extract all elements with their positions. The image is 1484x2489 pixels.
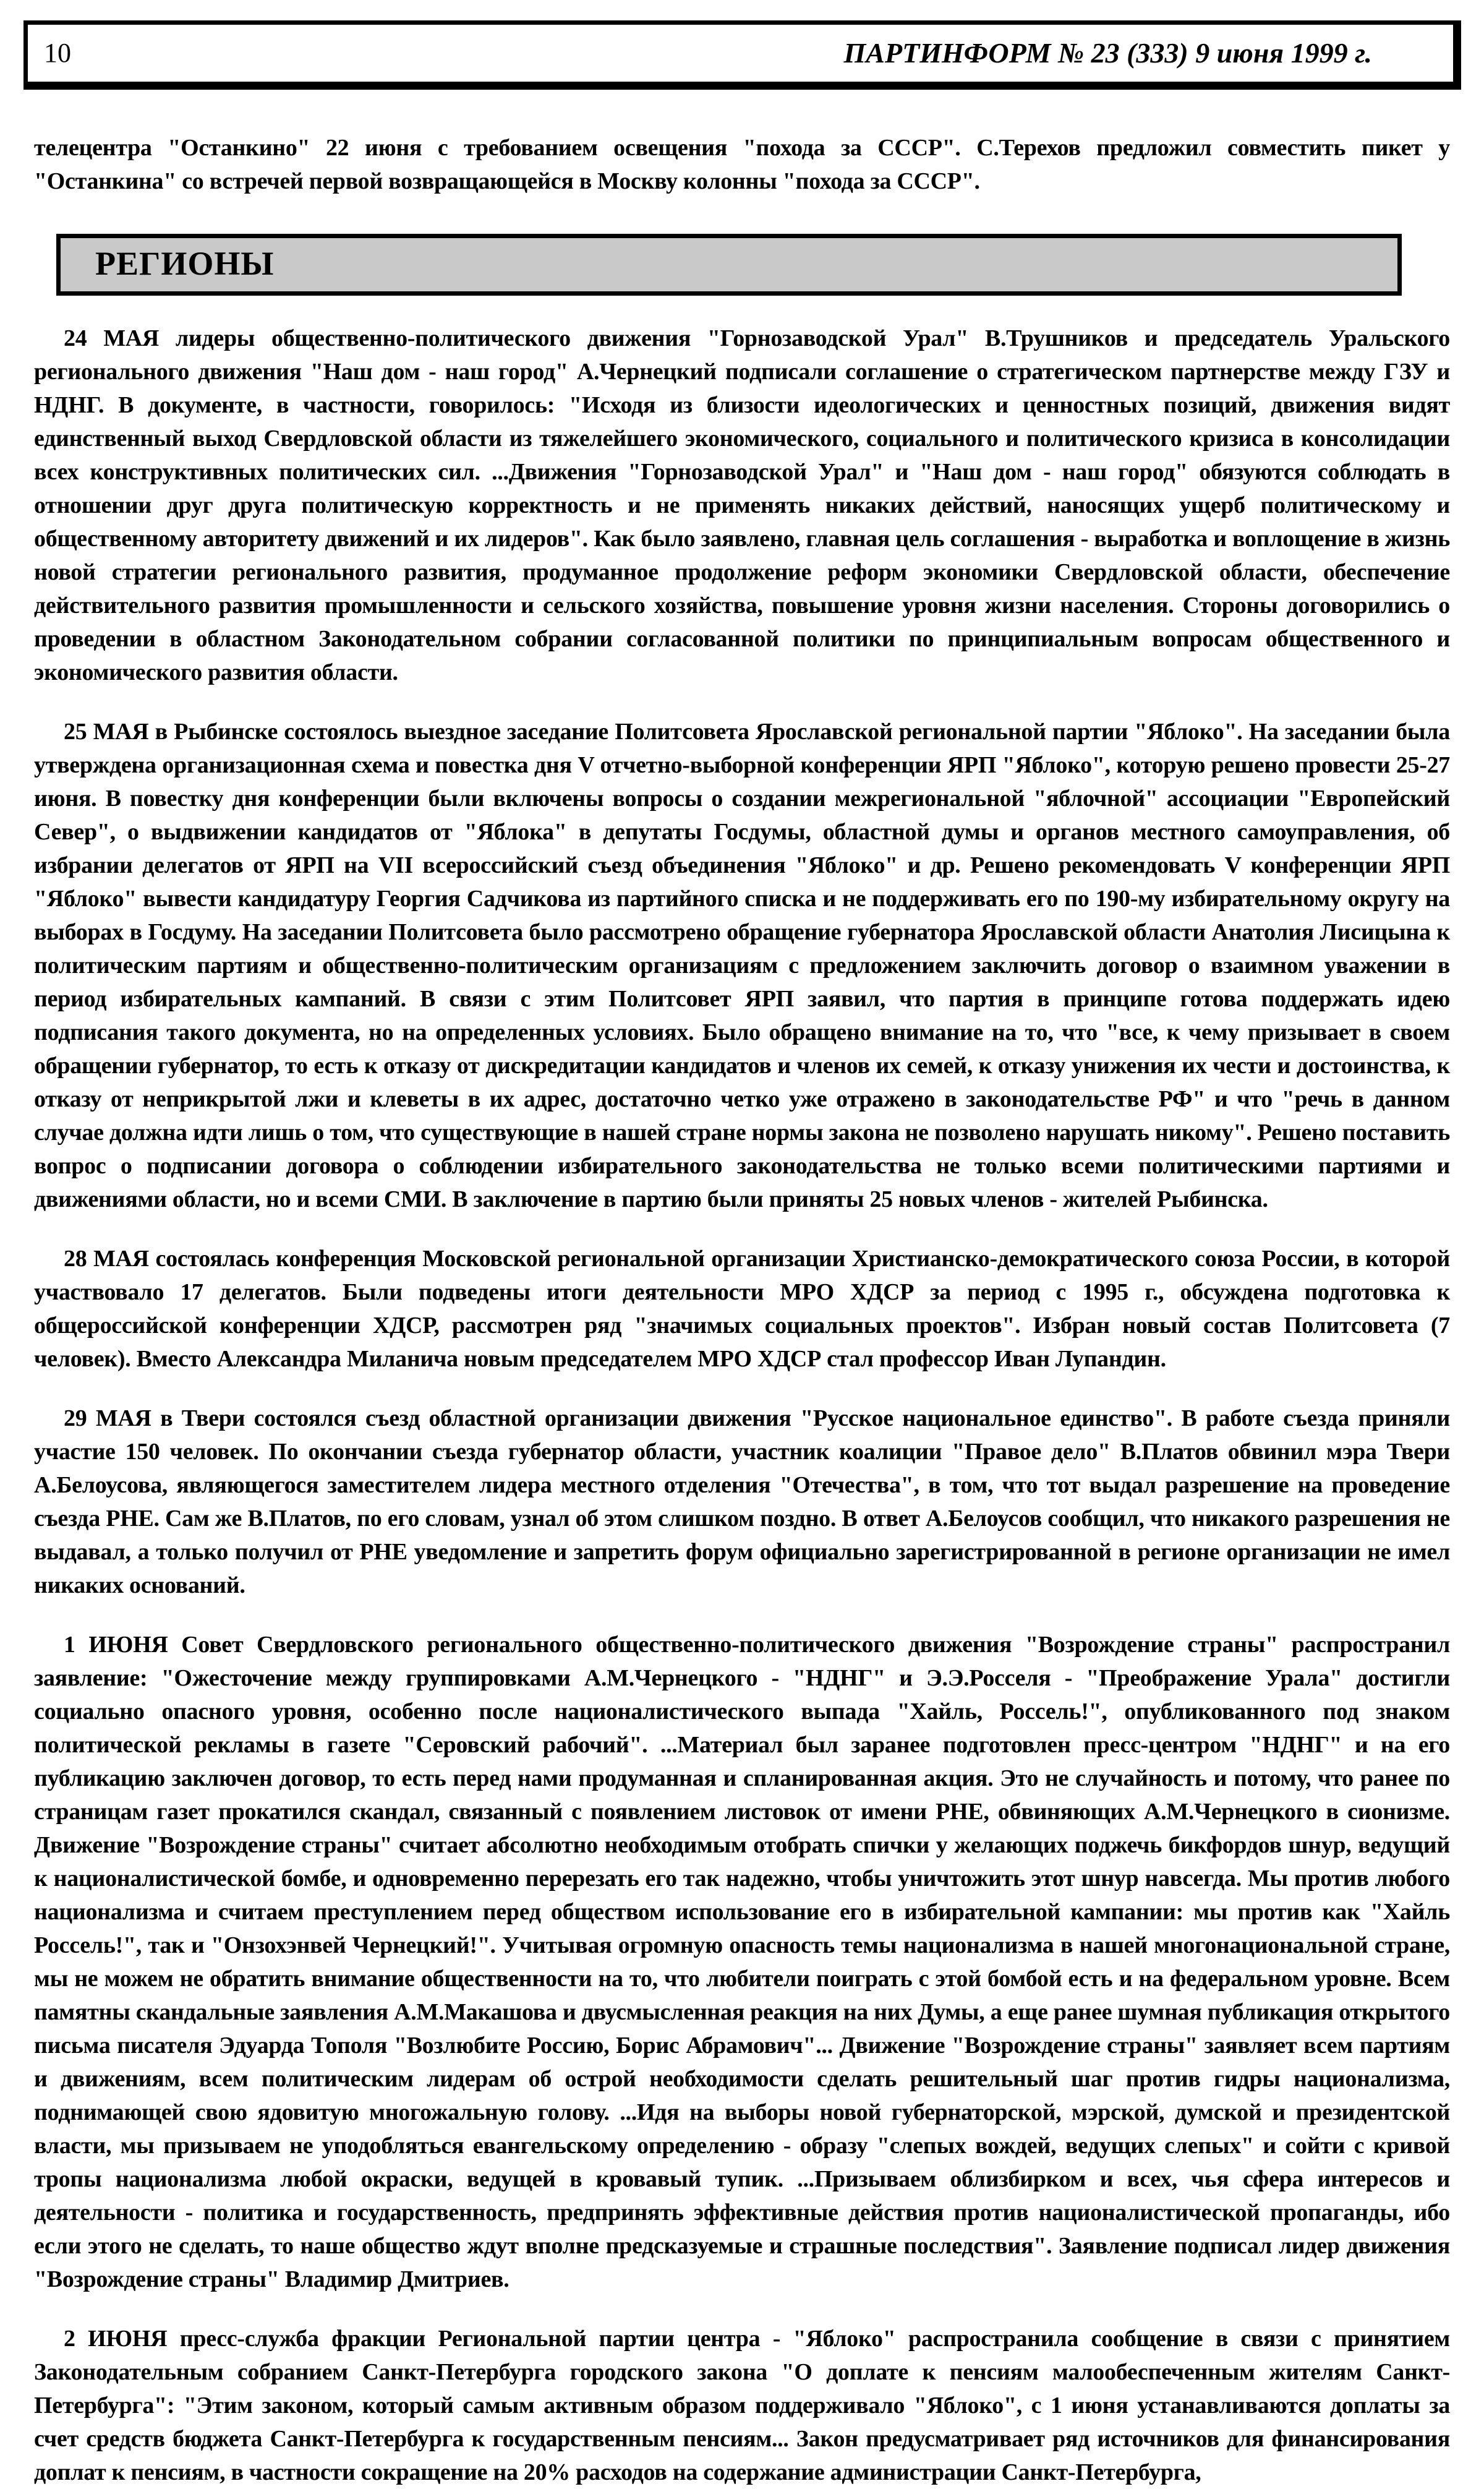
continued-paragraph: телецентра "Останкино" 22 июня с требованием освещения "похода за СССР". С.Терехов предложил совместить пикет у "Останкина" со встречей первой возвращающейся в Москву колонны "похода за СССР". xyxy=(34,135,1450,194)
section-title: РЕГИОНЫ xyxy=(95,245,275,282)
page-header xyxy=(23,20,1461,90)
article-date: 28 МАЯ xyxy=(64,1246,149,1272)
article-date: 2 ИЮНЯ xyxy=(64,2326,168,2352)
article-paragraph xyxy=(34,2322,1450,2489)
article-date: 29 МАЯ xyxy=(64,1405,151,1431)
article-text: состоялась конференция Московской региональной организации Христианско-демократического союза России, в которой участвовало 17 делегатов. Были подведены итоги деятельности МРО ХДСР за период с 1995 г., обсуждена подготовка к общероссийской конференции ХДСР, рассмотрен ряд "значимых социальных проектов". Избран новый состав Политсовета (7 человек). Вместо Александра Миланича новым председателем МРО ХДСР стал профессор Иван Лупандин. xyxy=(34,1246,1451,1372)
section-header-regions xyxy=(56,234,1402,296)
masthead-title: ПАРТИНФОРМ № 23 (333) 9 июня 1999 г. xyxy=(843,37,1372,69)
page-body xyxy=(34,131,1450,2489)
article-text: лидеры общественно-политического движения "Горнозаводской Урал" В.Трушников и председатель Уральского регионального движения "Наш дом - наш город" А.Чернецкий подписали соглашение о стратегическом партнерстве между ГЗУ и НДНГ. В документе, в частности, говорилось: "Исходя из близости идеологических и ценностных позиций, движения видят единственный выход Свердловской области из тяжелейшего экономического, социального и политического кризиса в консолидации всех конструктивных политических сил. ...Движения "Горнозаводской Урал" и "Наш дом - наш город" обязуются соблюдать в отношении друг друга политическую корректность и не применять никаких действий, наносящих ущерб политическому и общественному авторитету движений и их лидеров". Как было заявлено, главная цель соглашения - выработка и воплощение в жизнь новой стратегии регионального развития, продуманное продолжение реформ экономики Свердловской области, обеспечение действительного развития промышленности и сельского хозяйства, повышение уровня жизни населения. Стороны договорились о проведении в областном Законодательном собрании согласованной политики по принципиальным вопросам общественного и экономического развития области. xyxy=(34,325,1450,685)
article-text: пресс-служба фракции Региональной партии центра - "Яблоко" распространила сообщение в связи с принятием Законодательным собранием Санкт-Петербурга городского закона "О доплате к пенсиям малообеспеченным жителям Санкт-Петербурга": "Этим законом, который самым активным образом поддерживало "Яблоко", с 1 июня устанавливаются доплаты за счет средств бюджета Санкт-Петербурга к государственным пенсиям... Закон предусматривает ряд источников для финансирования доплат к пенсиям, в частности сокращение на 20% расходов на содержание администрации Санкт-Петербурга, xyxy=(34,2326,1451,2485)
article-paragraph xyxy=(34,1402,1450,1602)
article-paragraph xyxy=(34,1242,1450,1376)
article-text: в Рыбинске состоялось выездное заседание Политсовета Ярославской региональной партии "Яблоко". На заседании была утверждена организационная схема и повестка дня V отчетно-выборной конференции ЯРП "Яблоко", которую решено провести 25-27 июня. В повестку дня конференции были включены вопросы о создании межрегиональной "яблочной" ассоциации "Европейский Север", о выдвижении кандидатов от "Яблока" в депутаты Госдумы, областной думы и органов местного самоуправления, об избрании делегатов от ЯРП на VII всероссийский съезд объединения "Яблоко" и др. Решено рекомендовать V конференции ЯРП "Яблоко" вывести кандидатуру Георгия Садчикова из партийного списка и не поддерживать его по 190-му избирательному округу на выборах в Госдуму. На заседании Политсовета было рассмотрено обращение губернатора Ярославской области Анатолия Лисицына к политическим партиям и общественно-политическим организациям с предложением заключить договор о взаимном уважении в период избирательных кампаний. В связи с этим Политсовет ЯРП заявил, что партия в принципе готова поддержать идею подписания такого документа, но на определенных условиях. Было обращено внимание на то, что "все, к чему призывает в своем обращении губернатор, то есть к отказу от дискредитации кандидатов и членов их семей, к отказу унижения их чести и достоинства, к отказу от неприкрытой лжи и клеветы в их адрес, достаточно четко уже отражено в законодательстве РФ" и что "речь в данном случае должна идти лишь о том, что существующие в нашей стране нормы закона не позволено нарушать никому". Решено поставить вопрос о подписании договора о соблюдении избирательного законодательства не только всеми политическими партиями и движениями области, но и всеми СМИ. В заключение в партию были приняты 25 новых членов - жителей Рыбинска. xyxy=(34,719,1450,1212)
article-paragraph xyxy=(34,322,1450,689)
article-paragraph xyxy=(34,715,1450,1216)
article-date: 25 МАЯ xyxy=(64,719,149,745)
article-date: 1 ИЮНЯ xyxy=(64,1632,168,1658)
article-date: 24 МАЯ xyxy=(64,325,160,351)
article-text: в Твери состоялся съезд областной организации движения "Русское национальное единство". В работе съезда приняли участие 150 человек. По окончании съезда губернатор области, участник коалиции "Правое дело" В.Платов обвинил мэра Твери А.Белоусова, являющегося заместителем лидера местного отделения "Отечества", в том, что тот выдал разрешение на проведение съезда РНЕ. Сам же В.Платов, по его словам, узнал об этом слишком поздно. В ответ А.Белоусов сообщил, что никакого разрешения не выдавал, а только получил от РНЕ уведомление и запретить форум официально зарегистрированной в регионе организации не имел никаких оснований. xyxy=(34,1405,1451,1598)
article-text: Совет Свердловского регионального общественно-политического движения "Возрождение страны" распространил заявление: "Ожесточение между группировками А.М.Чернецкого - "НДНГ" и Э.Э.Росселя - "Преображение Урала" достигли социально опасного уровня, особенно после националистического выпада "Хайль, Россель!", опубликованного под знаком политической рекламы в газете "Серовский рабочий". ...Материал был заранее подготовлен пресс-центром "НДНГ" и на его публикацию заключен договор, то есть перед нами продуманная и спланированная акция. Это не случайность и потому, что ранее по страницам газет прокатился скандал, связанный с появлением листовок от имени РНЕ, обвиняющих А.М.Чернецкого в сионизме. Движение "Возрождение страны" считает абсолютно необходимым отобрать спички у желающих поджечь бикфордов шнур, ведущий к националистической бомбе, и одновременно перерезать его так надежно, чтобы уничтожить этот шнур навсегда. Мы против любого национализма и считаем преступлением перед обществом использование его в избирательной кампании: мы против как "Хайль Россель!", так и "Онзохэнвей Чернецкий!". Учитывая огромную опасность темы национализма в нашей многонациональной стране, мы не можем не обратить внимание общественности на то, что любители поиграть с этой бомбой есть и на федеральном уровне. Всем памятны скандальные заявления А.М.Макашова и двусмысленная реакция на них Думы, а еще ранее шумная публикация открытого письма писателя Эдуарда Тополя "Возлюбите Россию, Борис Абрамович"... Движение "Возрождение страны" заявляет всем партиям и движениям, всем политическим лидерам об острой необходимости сделать решительный шаг против гидры национализма, поднимающей свою ядовитую многожальную голову. ...Идя на выборы новой губернаторской, мэрской, думской и президентской власти, мы призываем не уподобляться евангельскому определению - образу "слепых вождей, ведущих слепых" и сойти с кривой тропы национализма любой окраски, ведущей в кровавый тупик. ...Призываем облизбирком и всех, чья сфера интересов и деятельности - политика и государственность, предпринять эффективные действия против националистической пропаганды, ибо если этого не сделать, то наше общество ждут вполне предсказуемые и страшные последствия". Заявление подписал лидер движения "Возрождение страны" Владимир Дмитриев. xyxy=(34,1632,1451,2292)
article-paragraph xyxy=(34,1628,1450,2296)
page-number: 10 xyxy=(44,38,71,68)
